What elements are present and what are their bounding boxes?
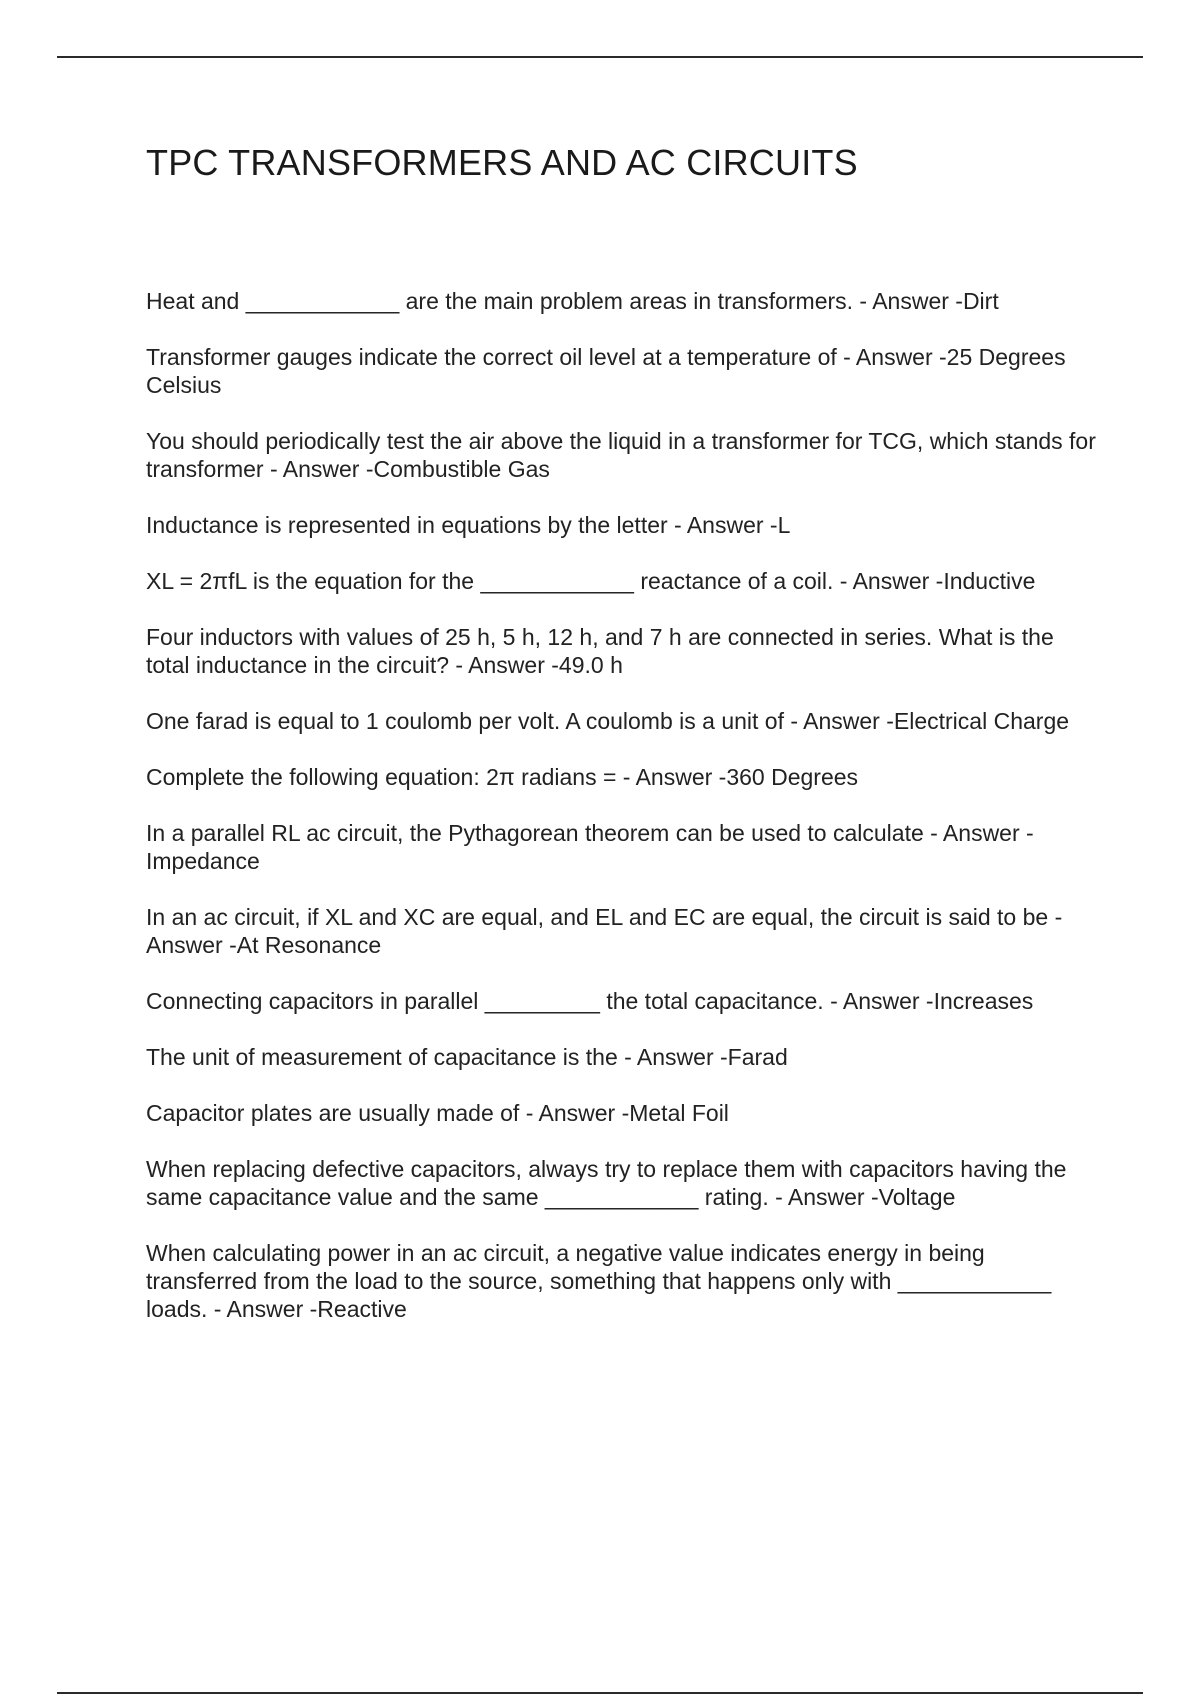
question-item: Complete the following equation: 2π radians = - Answer -360 Degrees	[146, 764, 859, 790]
question-item: Heat and ____________ are the main problem areas in transformers. - Answer -Dirt	[146, 288, 999, 314]
question-item: In a parallel RL ac circuit, the Pythagorean theorem can be used to calculate - Answer -Impedance	[146, 820, 1034, 874]
question-item: Four inductors with values of 25 h, 5 h, 12 h, and 7 h are connected in series. What is the total inductance in the circuit? - Answer -49.0 h	[146, 624, 1054, 678]
question-list	[146, 287, 1096, 1351]
question-item: One farad is equal to 1 coulomb per volt. A coulomb is a unit of - Answer -Electrical Charge	[146, 708, 1070, 734]
question-item: When replacing defective capacitors, always try to replace them with capacitors having the same capacitance value and the same ____________ rating. - Answer -Voltage	[146, 1156, 1067, 1210]
question-item: The unit of measurement of capacitance is the - Answer -Farad	[146, 1044, 788, 1070]
question-item: Inductance is represented in equations by the letter - Answer -L	[146, 512, 791, 538]
question-item: XL = 2πfL is the equation for the ____________ reactance of a coil. - Answer -Inductive	[146, 568, 1036, 594]
top-rule	[57, 56, 1143, 58]
page-title: TPC TRANSFORMERS AND AC CIRCUITS	[146, 142, 858, 183]
question-item: When calculating power in an ac circuit, a negative value indicates energy in being transferred from the load to the source, something that happens only with ____________ loads. - Answer -Reactive	[146, 1240, 1052, 1322]
question-item: Capacitor plates are usually made of - Answer -Metal Foil	[146, 1100, 729, 1126]
question-item: You should periodically test the air above the liquid in a transformer for TCG, which stands for transformer - Answer -Combustible Gas	[146, 428, 1096, 482]
question-item: Connecting capacitors in parallel _________ the total capacitance. - Answer -Increases	[146, 988, 1034, 1014]
question-item: In an ac circuit, if XL and XC are equal, and EL and EC are equal, the circuit is said to be - Answer -At Resonance	[146, 904, 1063, 958]
bottom-rule	[57, 1692, 1143, 1694]
question-item: Transformer gauges indicate the correct oil level at a temperature of - Answer -25 Degrees Celsius	[146, 344, 1066, 398]
